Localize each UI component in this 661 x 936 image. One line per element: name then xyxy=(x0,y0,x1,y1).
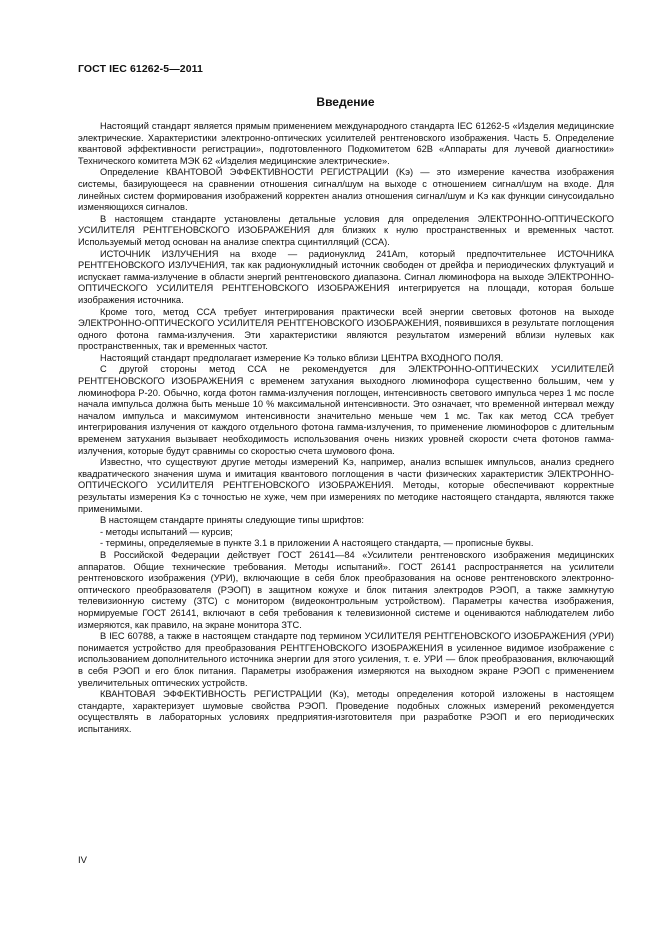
paragraph: В Российской Федерации действует ГОСТ 26141—84 «Усилители рентгеновского изображения медицинских аппаратов. Общие технические требования. Методы испытаний». ГОСТ 26141 распространяется на усилители рентгеновского изображения (УРИ), включающие в себя блок преобразования на основе рентгеновского электронно-оптического преобразователя (РЭОП) в защитном кожухе и блок питания электродов РЭОП, а также замкнутую телевизионную систему (ЗТС) с монитором (видеоконтрольным устройством). Параметры качества изображения, нормируемые ГОСТ 26141, включают в себя требования к телевизионной системе и оцениваются наблюдателем либо измеряются, как правило, на экране монитора ЗТС. xyxy=(78,549,614,630)
body-text xyxy=(78,121,614,735)
document-header: ГОСТ IEC 61262-5—2011 xyxy=(78,63,203,75)
paragraph: Определение КВАНТОВОЙ ЭФФЕКТИВНОСТИ РЕГИСТРАЦИИ (Kэ) — это измерение качества изображения системы, базирующееся на сравнении отношения сигнал/шум на выходе с отношением сигнал/шум на входе. Для линейных систем формирования изображений корректен анализ отношения сигнал/шум и Kэ как функции синусоидально изменяющихся сигналов. xyxy=(78,167,614,213)
list-item: - термины, определяемые в пункте 3.1 в приложении А настоящего стандарта, — прописные буквы. xyxy=(100,538,534,549)
paragraph: Кроме того, метод ССА требует интегрирования практически всей энергии световых фотонов на выходе ЭЛЕКТРОННО-ОПТИЧЕСКОГО УСИЛИТЕЛЯ РЕНТГЕНОВСКОГО ИЗОБРАЖЕНИЯ, появившихся в результате поглощения одного фотона гамма-излучения. Эти характеристики являются результатом измерений вблизи нулевых как пространственных, так и временных частот. xyxy=(78,306,614,352)
paragraph: ИСТОЧНИК ИЗЛУЧЕНИЯ на входе — радионуклид 241Am, который предпочтительнее ИСТОЧНИКА РЕНТГЕНОВСКОГО ИЗЛУЧЕНИЯ, так как радионуклидный источник свободен от дрейфа и периодических флуктуаций и испускает гамма-излучение в области энергий рентгеновского диапазона. Сигнал люминофора на выходе ЭЛЕКТРОННО-ОПТИЧЕСКОГО УСИЛИТЕЛЯ РЕНТГЕНОВСКОГО ИЗОБРАЖЕНИЯ интегрируется на площади, которая больше изображения источника. xyxy=(78,248,614,305)
page-number: IV xyxy=(78,855,87,866)
paragraph: В настоящем стандарте установлены детальные условия для определения ЭЛЕКТРОННО-ОПТИЧЕСКОГО УСИЛИТЕЛЯ РЕНТГЕНОВСКОГО ИЗОБРАЖЕНИЯ для близких к нулю пространственных и временных частот. Используемый метод основан на анализе спектра сцинтилляций (ССА). xyxy=(78,213,614,247)
paragraph: В настоящем стандарте приняты следующие типы шрифтов: xyxy=(100,515,364,526)
section-title: Введение xyxy=(316,95,375,109)
paragraph: С другой стороны метод ССА не рекомендуется для ЭЛЕКТРОННО-ОПТИЧЕСКИХ УСИЛИТЕЛЕЙ РЕНТГЕНОВСКОГО ИЗОБРАЖЕНИЯ с временем затухания выходного люминофора существенно большим, чем у люминофора Р-20. Обычно, когда фотон гамма-излучения поглощен, интенсивность светового импульса через 1 мс после начала импульса должна быть меньше 10 % максимальной интенсивности. Это означает, что временной интервал между началом импульса и максимумом интенсивности значительно меньше чем 1 мс. Так как метод ССА требует интегрирования излучения от каждого отдельного фотона гамма-излучения, то применение люминофоров с длительным временем затухания вызывает необходимость использования очень низких уровней скорости счета фотонов гамма-излучения, которые будут сравнимы со скоростью счета шумового фона. xyxy=(78,364,614,456)
list-item: - методы испытаний — курсив; xyxy=(100,526,233,537)
paragraph: КВАНТОВАЯ ЭФФЕКТИВНОСТЬ РЕГИСТРАЦИИ (Kэ), методы определения которой изложены в настоящем стандарте, характеризует шумовые свойства РЭОП. Проведение подобных сложных измерений рекомендуется осуществлять в лабораторных условиях предприятия-изготовителя при разработке РЭОП и его периодических испытаниях. xyxy=(78,689,614,734)
paragraph: Настоящий стандарт предполагает измерение Kэ только вблизи ЦЕНТРА ВХОДНОГО ПОЛЯ. xyxy=(100,352,504,363)
paragraph: Известно, что существуют другие методы измерений Kэ, например, анализ вспышек импульсов, анализ среднего квадратического значения шума и имитация квантового поглощения в части физических характеристик ЭЛЕКТРОННО-ОПТИЧЕСКОГО УСИЛИТЕЛЯ РЕНТГЕНОВСКОГО ИЗОБРАЖЕНИЯ. Методы, которые обеспечивают корректные результаты измерения Kэ с точностью не хуже, чем при измерениях по методике настоящего стандарта, являются также применимыми. xyxy=(78,457,614,514)
paragraph: Настоящий стандарт является прямым применением международного стандарта IEC 61262-5 «Изделия медицинские электрические. Характеристики электронно-оптических усилителей рентгеновского изображения. Часть 5. Определение квантовой эффективности регистрации», подготовленного Подкомитетом 62В «Аппараты для лучевой диагностики» Технического комитета МЭК 62 «Изделия медицинские электрические». xyxy=(78,121,614,166)
paragraph: В IEC 60788, а также в настоящем стандарте под термином УСИЛИТЕЛЯ РЕНТГЕНОВСКОГО ИЗОБРАЖЕНИЯ (УРИ) понимается устройство для преобразования РЕНТГЕНОВСКОГО ИЗОБРАЖЕНИЯ в усиленное видимое изображение с использованием дополнительного источника энергии для этого усиления, т. е. УРИ — блок преобразования, включающий в себя РЭОП и его блок питания. Параметры изображения измеряются на выходном экране РЭОП с применением увеличительных оптических устройств. xyxy=(78,631,614,688)
